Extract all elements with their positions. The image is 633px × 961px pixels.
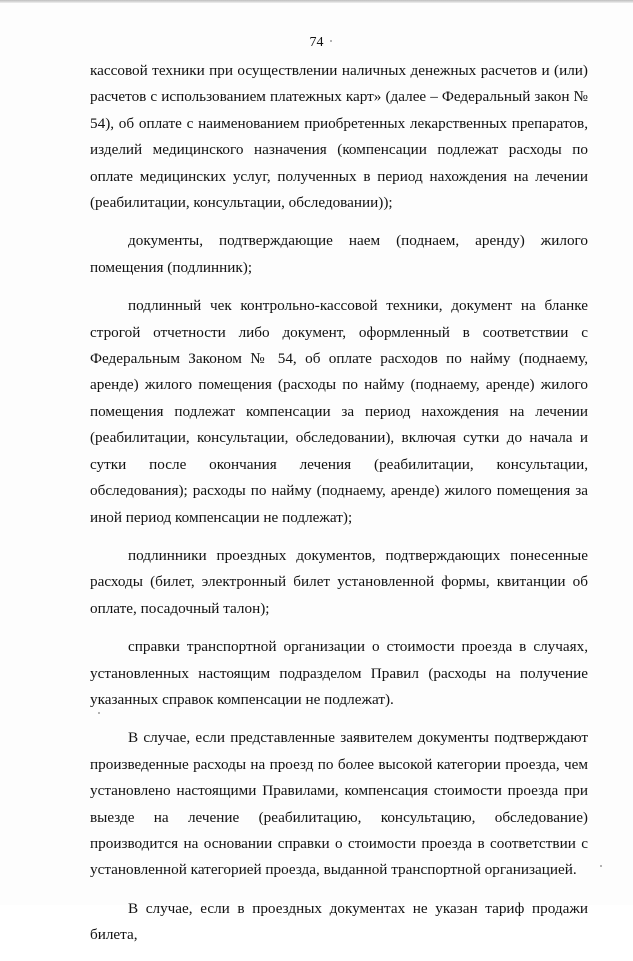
scan-speck: [98, 712, 100, 714]
page-number: 74: [309, 35, 324, 50]
paragraph-1: кассовой техники при осуществлении наличных денежных расчетов и (или) расчетов с использованием платежных карт» (далее – Федеральный закон № 54), об оплате с наименованием приобретенных лекарственных препаратов, изделий медицинского назначения (компенсации подлежат расходы по оплате медицинских услуг, полученных в период нахождения на лечении (реабилитации, консультации, обследовании));: [90, 62, 588, 212]
scan-top-edge: [0, 0, 633, 3]
paragraph-3: подлинный чек контрольно-кассовой техники, документ на бланке строгой отчетности либо документ, оформленный в соответствии с Федеральным Законом № 54, об оплате расходов по найму (поднаему, аренде) жилого помещения (расходы по найму (поднаему, аренде) жилого помещения подлежат компенсации за период нахождения на лечении (реабилитации, консультации, обследовании), включая сутки до начала и сутки после окончания лечения (реабилитации, консультации, обследования); расходы по найму (поднаему, аренде) жилого помещения за иной период компенсации не подлежат);: [90, 297, 588, 526]
paragraph-4: подлинники проездных документов, подтверждающих понесенные расходы (билет, электронный билет установленной формы, квитанции об оплате, посадочный талон);: [90, 546, 588, 617]
paragraph-2: документы, подтверждающие наем (поднаем, аренду) жилого помещения (подлинник);: [90, 232, 588, 276]
paragraph-7: В случае, если в проездных документах не указан тариф продажи билета,: [90, 899, 588, 944]
scan-speck: [600, 865, 602, 867]
paragraph-5: справки транспортной организации о стоимости проезда в случаях, установленных настоящим подразделом Правил (расходы на получение указанных справок компенсации не подлежат).: [90, 638, 588, 708]
paragraph-6: В случае, если представленные заявителем документы подтверждают произведенные расходы на проезд по более высокой категории проезда, чем установлено настоящими Правилами, компенсация стоимости проезда при выезде на лечение (реабилитацию, консультацию, обследование) производится на основании справки о стоимости проезда в соответствии с установленной категорией проезда, выданной транспортной организацией.: [90, 729, 588, 879]
document-body: [90, 58, 588, 961]
scan-speck: [330, 40, 332, 42]
